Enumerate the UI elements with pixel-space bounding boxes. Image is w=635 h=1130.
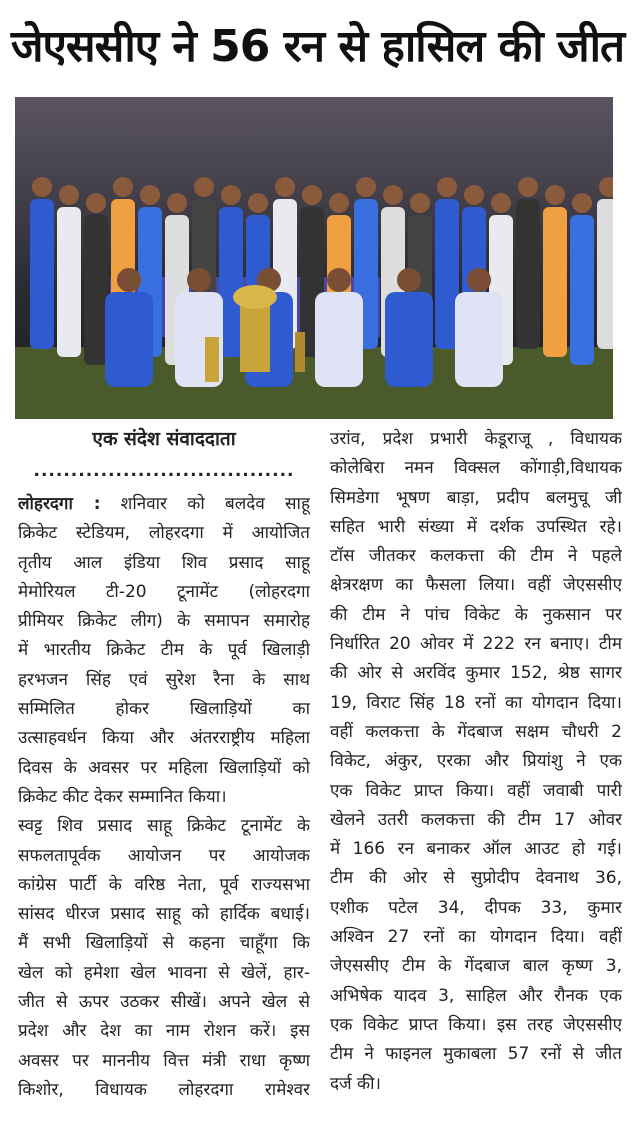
article-line: [330, 982, 622, 1011]
headline: जेएससीए ने 56 रन से हासिल की जीत: [10, 21, 625, 72]
article-line: [330, 806, 622, 835]
person-head: [59, 185, 79, 205]
article-line: [330, 1070, 622, 1099]
byline: एक संदेश संवाददाता: [92, 428, 236, 450]
article-line: [330, 923, 622, 952]
person-head: [491, 193, 511, 213]
article-line: [18, 754, 310, 783]
article-text: में 166 रन बनाकर ऑल आउट हो गई।: [330, 839, 622, 860]
person-figure: [57, 207, 81, 357]
article-line: [330, 835, 622, 864]
article-text: सफलतापूर्वक आयोजन पर आयोजक: [18, 845, 310, 866]
article-line: [18, 1076, 310, 1105]
person-figure: [570, 215, 594, 365]
person-head: [187, 268, 211, 292]
article-text: टीम की ओर से सुप्रोदीप देवनाथ 36,: [330, 868, 622, 889]
article-text: एशीक पटेल 34, दीपक 33, कुमार: [330, 897, 622, 918]
person-head: [383, 185, 403, 205]
person-figure: [455, 292, 503, 387]
article-line: [330, 747, 622, 776]
article-line: [330, 630, 622, 659]
person-figure: [385, 292, 433, 387]
person-head: [467, 268, 491, 292]
article-text: हरभजन सिंह एवं सुरेश रैना के साथ: [18, 669, 310, 690]
article-line: [330, 484, 622, 513]
article-line: [18, 519, 310, 548]
article-text: मेमोरियल टी-20 टूनामेंट (लोहरदगा: [18, 581, 310, 602]
article-text: कोलेबिरा नमन विक्सल कोंगाड़ी,विधायक: [330, 458, 622, 479]
article-line: [18, 871, 310, 900]
article-text: कांग्रेस पार्टी के वरिष्ठ नेता, पूर्व राज्यसभा: [18, 874, 310, 895]
article-text: मैं सभी खिलाड़ियों से कहना चाहूँगा कि: [18, 933, 310, 954]
article-line: [330, 1040, 622, 1069]
article-line: [18, 842, 310, 871]
person-head: [302, 185, 322, 205]
article-line: [330, 689, 622, 718]
article-text: विकेट, अंकुर, एरका और प्रियांशु ने एक: [330, 751, 622, 772]
person-figure: [543, 207, 567, 357]
article-text: 19, विराट सिंह 18 रनों का योगदान दिया।: [330, 692, 622, 713]
person-head: [86, 193, 106, 213]
person-head: [572, 193, 592, 213]
article-line: [330, 718, 622, 747]
article-line: [18, 988, 310, 1017]
article-line: [330, 1011, 622, 1040]
person-head: [248, 193, 268, 213]
person-figure: [516, 199, 540, 349]
article-text: शनिवार को बलदेव साहू: [100, 494, 310, 514]
person-figure: [315, 292, 363, 387]
article-text: एक विकेट प्राप्त किया। इस तरह जेएससीए: [330, 1014, 622, 1035]
article-text: वहीं कलकत्ता के गेंदबाज सक्षम चौधरी 2: [330, 721, 622, 742]
article-text: की टीम ने पांच विकेट के नुकसान पर: [330, 604, 622, 625]
article-line: [18, 900, 310, 929]
article-text: अवसर पर माननीय वित्त मंत्री राधा कृष्ण: [18, 1050, 310, 1071]
article-text: की ओर से अरविंद कुमार 152, श्रेष्ठ सागर: [330, 663, 622, 684]
article-text: जेएससीए टीम के गेंदबाज बाल कृष्ण 3,: [330, 956, 622, 977]
article-text: टीम ने फाइनल मुकाबला 57 रनों से जीत: [330, 1044, 622, 1065]
article-text: एक विकेट प्राप्त किया। वहीं जवाबी पारी: [330, 780, 622, 801]
person-head: [329, 193, 349, 213]
article-text: क्रिकेट स्टेडियम, लोहरदगा में आयोजित: [18, 523, 310, 544]
person-figure: [597, 199, 613, 349]
article-line: [18, 607, 310, 636]
article-column-left: [18, 422, 310, 1105]
article-line: [18, 490, 310, 519]
person-head: [194, 177, 214, 197]
article-line: [18, 695, 310, 724]
person-head: [464, 185, 484, 205]
article-text: सम्मिलित होकर खिलाड़ियों का: [18, 699, 310, 720]
article-line: [18, 578, 310, 607]
article-text: निर्धारित 20 ओवर में 222 रन बनाए। टीम: [330, 634, 622, 655]
article-line: [18, 666, 310, 695]
article-line: [330, 894, 622, 923]
article-line: [330, 659, 622, 688]
person-head: [117, 268, 141, 292]
article-line: [18, 636, 310, 665]
article-line: [18, 549, 310, 578]
person-head: [140, 185, 160, 205]
article-line: [18, 783, 310, 812]
article-line: [18, 724, 310, 753]
article-line: [330, 864, 622, 893]
article-line: [330, 454, 622, 483]
article-line: [18, 1047, 310, 1076]
article-text: सिमडेगा भूषण बाड़ा, प्रदीप बलमुचू जी: [330, 487, 622, 508]
person-figure: [84, 215, 108, 365]
article-text: उरांव, प्रदेश प्रभारी केडूराजू , विधायक: [330, 429, 622, 449]
person-head: [356, 177, 376, 197]
article-text: में भारतीय क्रिकेट टीम के पूर्व खिलाड़ी: [18, 640, 310, 661]
article-text: अश्विन 27 रनों का योगदान दिया। वहीं: [330, 927, 622, 948]
article-line: [18, 812, 310, 841]
article-text: टॉस जीतकर कलकत्ता की टीम ने पहले: [330, 546, 622, 567]
article-text: दिवस के अवसर पर महिला खिलाड़ियों को: [18, 757, 310, 778]
article-text: खेलने उतरी कलकत्ता की टीम 17 ओवर: [330, 809, 622, 830]
team-photo: [15, 97, 613, 419]
article-text: प्रीमियर क्रिकेट लीग) के समापन समारोह: [18, 611, 310, 632]
article-text: सहित भारी संख्या में दर्शक उपस्थित रहे।: [330, 516, 622, 537]
article-line: [18, 1017, 310, 1046]
article-text: क्रिकेट कीट देकर सम्मानित किया।: [18, 786, 227, 807]
article-text: क्षेत्ररक्षण का फैसला लिया। वहीं जेएससीए: [330, 575, 622, 596]
article-text: उत्साहवर्धन किया और अंतरराष्ट्रीय महिला: [18, 728, 310, 749]
person-head: [437, 177, 457, 197]
person-figure: [105, 292, 153, 387]
article-text: सांसद धीरज प्रसाद साहू को हार्दिक बधाई।: [18, 904, 310, 925]
article-line: [330, 542, 622, 571]
article-line: [330, 601, 622, 630]
article-text: तृतीय आल इंडिया शिव प्रसाद साहू: [18, 552, 310, 573]
person-head: [32, 177, 52, 197]
article-text: दर्ज की।: [330, 1073, 381, 1094]
person-head: [410, 193, 430, 213]
article-line: [330, 571, 622, 600]
article-line: [330, 777, 622, 806]
article-line: [18, 929, 310, 958]
team-photo-illustration: [15, 97, 613, 419]
person-head: [518, 177, 538, 197]
article-text: जीत से ऊपर उठकर सीखें। अपने खेल से: [18, 992, 310, 1013]
article-line: [18, 959, 310, 988]
person-head: [221, 185, 241, 205]
person-head: [275, 177, 295, 197]
person-head: [397, 268, 421, 292]
article-text: स्वट्ट शिव प्रसाद साहू क्रिकेट टूनामेंट के: [18, 816, 310, 837]
article-text: खेल को हमेशा खेल भावना से खेलें, हार-: [18, 962, 310, 983]
person-head: [167, 193, 187, 213]
article-text: प्रदेश और देश का नाम रोशन करें। इस: [18, 1021, 310, 1042]
article-line: [330, 425, 622, 454]
article-text: अभिषेक यादव 3, साहिल और रौनक एक: [330, 985, 622, 1006]
person-head: [327, 268, 351, 292]
article-text: किशोर, विधायक लोहरदगा रामेश्वर: [18, 1079, 310, 1100]
article-column-right: [330, 425, 622, 1099]
person-figure: [30, 199, 54, 349]
person-head: [113, 177, 133, 197]
separator: ...................................: [33, 461, 295, 481]
person-head: [545, 185, 565, 205]
dateline: लोहरदगा :: [18, 494, 101, 514]
article-line: [330, 952, 622, 981]
article-line: [330, 513, 622, 542]
